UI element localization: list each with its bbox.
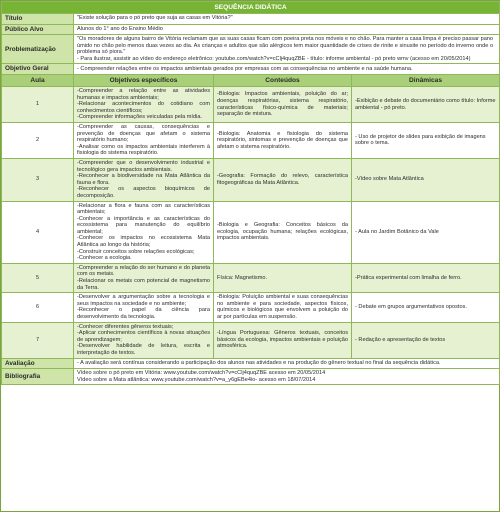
dinamicas-cell: - Aula no Jardim Botânico da Vale xyxy=(352,201,500,263)
header-conteudos: Conteúdos xyxy=(214,75,352,87)
objective-item: -Conhecer a importância e as características do ecossistema para manutenção do equilíbrio ambiental; xyxy=(77,215,210,235)
objective-item: -Reconhecer os aspectos bioquímicos de decomposição. xyxy=(77,186,210,199)
bibliography-item: Vídeo sobre a Mata atlântica: www.youtube.com/watch?v=a_y6gEBe4io- acesso em 18/07/2014 xyxy=(77,376,316,383)
header-aula: Aula xyxy=(2,75,74,87)
objective-item: -Aplicar conhecimentos científicos à novas situações de aprendizagem; xyxy=(77,330,210,343)
objetivos-cell xyxy=(74,263,214,292)
conteudos-cell: -Língua Portuguesa: Gêneros textuais, conceitos básicos da ecologia, impactos ambientais e poluição atmosférica. xyxy=(214,322,352,358)
conteudos-cell: -Biologia: Impactos ambientais, poluição do ar; doenças respiratórias, sistema respiratório, características físico-química de materiais; separação de mistura. xyxy=(214,87,352,123)
problem-statement: "Os moradores de alguns bairro de Vitória reclamam que as suas casas ficam com poeira preta nos móveis e no chão. Para manter a casa limpa é preciso passar pano úmido no chão pelo menos duas vezes ao dia. As crianças e adultos que são alérgicos tem maior quantidade de crises de rinite e sinusite no período do inverno onde o problema só piora." xyxy=(77,36,494,56)
objective-item: -Compreender informações veiculadas pela mídia. xyxy=(77,114,202,121)
meta-label: Objetivo Geral xyxy=(2,64,74,75)
objective-item: -Compreender a relação entre as atividades humanas e impactos ambientais; xyxy=(77,88,210,101)
aula-number: 3 xyxy=(2,158,74,201)
table-row xyxy=(2,293,500,322)
footer-label: Avaliação xyxy=(2,358,74,369)
objective-item: -Relacionar os metais com potencial de magnetismo da Terra. xyxy=(77,278,210,291)
meta-row-publico-alvo xyxy=(2,24,500,35)
aula-number: 6 xyxy=(2,293,74,322)
footer-row-bibliografia xyxy=(2,369,500,385)
objetivos-cell xyxy=(74,122,214,158)
table-row xyxy=(2,158,500,201)
footer-value: - A avaliação será contínua considerando a participação dos alunos nas atividades e na produção do gênero textual no final da sequência didática. xyxy=(74,358,500,369)
objetivos-cell xyxy=(74,87,214,123)
header-dinamicas: Dinâmicas xyxy=(352,75,500,87)
meta-value: - Compreender relações entre os impactos ambientais gerados por empresas com as consequências no ambiente e na saúde humana. xyxy=(74,64,500,75)
objective-item: -Desenvolver habilidade de leitura, escrita e interpretação de textos. xyxy=(77,343,210,356)
objective-item: -Relacionar acontecimentos do cotidiano com conhecimentos científicos; xyxy=(77,101,210,114)
aula-number: 2 xyxy=(2,122,74,158)
dinamicas-cell: - Debate em grupos argumentativos opostos. xyxy=(352,293,500,322)
bibliography-item: Vídeo sobre o pó preto em Vitória: www.youtube.com/watch?v=cClj4quqZBE acesso em 20/05/2014 xyxy=(77,370,326,377)
objective-item: -Conhecer os impactos no ecossistema Mata Atlântica ao longo da história; xyxy=(77,235,210,249)
footer-label: Bibliografia xyxy=(2,369,74,385)
meta-row-objetivo-geral xyxy=(2,64,500,75)
aula-number: 5 xyxy=(2,263,74,292)
objective-item: -Construir conceitos sobre relações ecológicas; xyxy=(77,248,195,255)
footer-value xyxy=(74,369,500,385)
objetivos-cell xyxy=(74,322,214,358)
footer-row-avaliacao xyxy=(2,358,500,369)
table-header-row xyxy=(2,75,500,87)
objective-item: -Relacionar a flora e fauna com as características ambientais; xyxy=(77,202,210,216)
objective-item: -Desenvolver a argumentação sobre a tecnologia e seus impactos na sociedade e no ambiente; xyxy=(77,294,210,307)
dinamicas-cell: -Vídeo sobre Mata Atlântica xyxy=(352,158,500,201)
objective-item: -Compreender a relação do ser humano e do planeta com os metais. xyxy=(77,264,210,278)
objective-item: -Reconhecer a biodiversidade na Mata Atlântica da fauna e flora. xyxy=(77,173,210,186)
objective-item: -Reconhecer o papel da ciência para desenvolvimento da tecnologia. xyxy=(77,307,210,321)
page-title: SEQUÊNCIA DIDÁTICA xyxy=(2,2,500,14)
meta-label: Público Alvo xyxy=(2,24,74,35)
conteudos-cell: -Biologia e Geografia: Conceitos básicos da ecologia, ocupação humana; relações ecológicas, impactos ambientais. xyxy=(214,201,352,263)
conteudos-cell: -Geografia: Formação do relevo, característica fitogeográficas da Mata Atlântica. xyxy=(214,158,352,201)
conteudos-cell: -Biologia: Poluição ambiental e suas consequências no ambiente e para sociedade, aspectos físicos, químicos e biológicos que envolvem a poluição do ar por partículas em suspensão. xyxy=(214,293,352,322)
table-row xyxy=(2,263,500,292)
conteudos-cell: -Biologia: Anatomia e fisiologia do sistema respiratório, sintomas e prevenção de doenças que afetam o sistema respiratório. xyxy=(214,122,352,158)
objetivos-cell xyxy=(74,158,214,201)
meta-value: "Existe solução para o pó preto que suja as casas em Vitória?" xyxy=(74,14,500,25)
title-row xyxy=(2,2,500,14)
table-row xyxy=(2,201,500,263)
objective-item: -Compreender que o desenvolvimento industrial e tecnológico gera impactos ambientais. xyxy=(77,159,210,173)
objective-item: -Analisar como os impactos ambientais interferem à fisiologia do sistema respiratório. xyxy=(77,143,210,157)
dinamicas-cell: - Uso de projetor de slides para exibição de imagens sobre o tema. xyxy=(352,122,500,158)
sequence-table-body xyxy=(2,2,500,385)
dinamicas-cell: - Redação e apresentação de textos xyxy=(352,322,500,358)
meta-row-titulo xyxy=(2,14,500,25)
aula-number: 4 xyxy=(2,201,74,263)
objective-item: -Conhecer a ecologia. xyxy=(77,255,132,262)
aula-number: 1 xyxy=(2,87,74,123)
table-row xyxy=(2,322,500,358)
aula-number: 7 xyxy=(2,322,74,358)
table-row xyxy=(2,122,500,158)
dinamicas-cell: -Prática experimental com limalha de ferro. xyxy=(352,263,500,292)
table-row xyxy=(2,87,500,123)
header-objetivos: Objetivos específicos xyxy=(74,75,214,87)
sequence-table xyxy=(1,1,500,385)
objective-item: -Compreender as causas, consequências e prevenção de doenças que afetam o sistema respiratório humano; xyxy=(77,123,210,144)
meta-label: Problematização xyxy=(2,35,74,64)
meta-row-problematizacao xyxy=(2,35,500,64)
meta-value xyxy=(74,35,500,64)
problem-video-reference: - Para ilustrar, assistir ao vídeo do endereço eletrônico: youtube.com/watch?v=cClj4quqZBE - título: informe ambiental - pó preto wmv (acesso em 20/05/2014) xyxy=(77,55,471,62)
conteudos-cell: Física: Magnetismo. xyxy=(214,263,352,292)
objetivos-cell xyxy=(74,201,214,263)
meta-label: Título xyxy=(2,14,74,25)
meta-value: Alunos do 1° ano do Ensino Médio xyxy=(74,24,500,35)
objetivos-cell xyxy=(74,293,214,322)
objective-item: -Conhecer diferentes gêneros textuais; xyxy=(77,323,174,330)
dinamicas-cell: -Exibição e debate do documentário como título: Informe ambiental - pó preto. xyxy=(352,87,500,123)
